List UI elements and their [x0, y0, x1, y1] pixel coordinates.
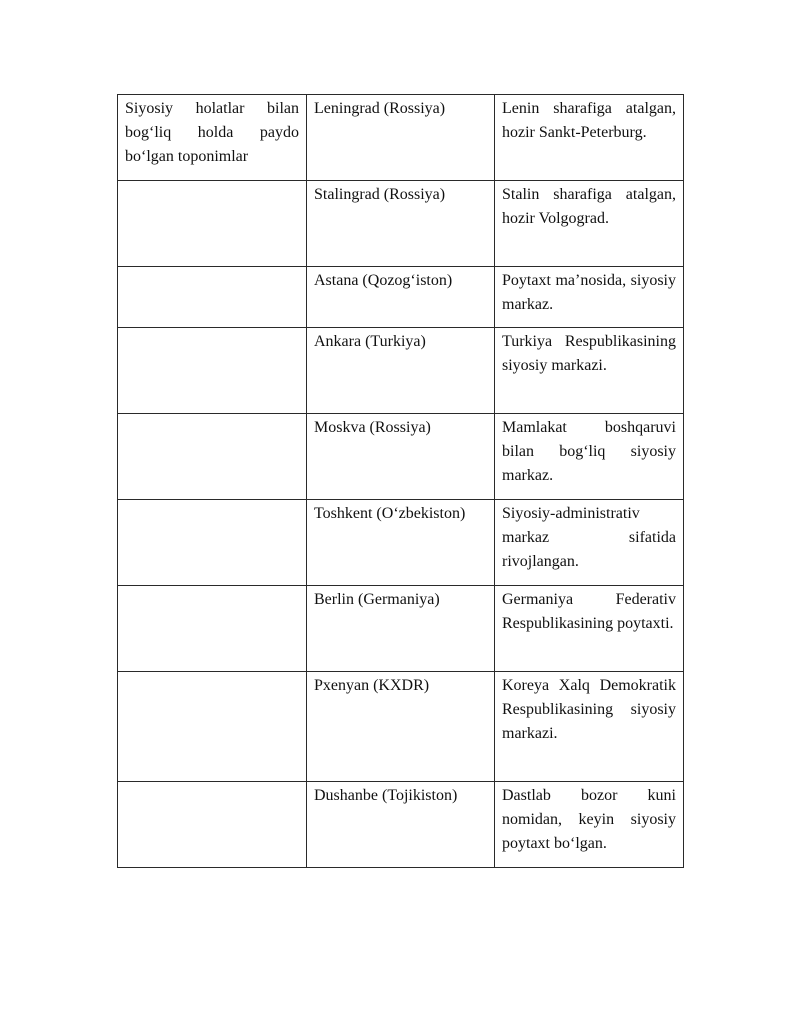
table-row	[118, 267, 684, 328]
note-cell: Germaniya Federativ Respublikasining poytaxti.	[495, 586, 684, 672]
table-row	[118, 672, 684, 782]
empty-cell	[118, 500, 307, 586]
table-row	[118, 414, 684, 500]
empty-cell	[118, 414, 307, 500]
table-row	[118, 181, 684, 267]
table-row	[118, 500, 684, 586]
table-row	[118, 328, 684, 414]
note-cell: Dastlab bozor kuni nomidan, keyin siyosiy poytaxt bo‘lgan.	[495, 782, 684, 868]
empty-cell	[118, 672, 307, 782]
note-cell: Mamlakat boshqaruvi bilan bog‘liq siyosiy markaz.	[495, 414, 684, 500]
table-row	[118, 782, 684, 868]
note-cell: Lenin sharafiga atalgan, hozir Sankt-Peterburg.	[495, 95, 684, 181]
place-cell: Dushanbe (Tojikiston)	[307, 782, 495, 868]
place-cell: Pxenyan (KXDR)	[307, 672, 495, 782]
toponym-table	[117, 94, 684, 868]
empty-cell	[118, 328, 307, 414]
empty-cell	[118, 782, 307, 868]
empty-cell	[118, 181, 307, 267]
place-cell: Ankara (Turkiya)	[307, 328, 495, 414]
empty-cell	[118, 586, 307, 672]
place-cell: Berlin (Germaniya)	[307, 586, 495, 672]
category-cell: Siyosiy holatlar bilan bog‘liq holda paydo bo‘lgan toponimlar	[118, 95, 307, 181]
place-cell: Toshkent (O‘zbekiston)	[307, 500, 495, 586]
note-cell: Turkiya Respublikasining siyosiy markazi.	[495, 328, 684, 414]
note-cell: Siyosiy-administrativ markaz sifatida rivojlangan.	[495, 500, 684, 586]
place-cell: Stalingrad (Rossiya)	[307, 181, 495, 267]
table-row	[118, 586, 684, 672]
table-row	[118, 95, 684, 181]
place-cell: Astana (Qozog‘iston)	[307, 267, 495, 328]
note-cell: Stalin sharafiga atalgan, hozir Volgograd.	[495, 181, 684, 267]
note-cell: Koreya Xalq Demokratik Respublikasining siyosiy markazi.	[495, 672, 684, 782]
place-cell: Moskva (Rossiya)	[307, 414, 495, 500]
empty-cell	[118, 267, 307, 328]
note-cell: Poytaxt ma’nosida, siyosiy markaz.	[495, 267, 684, 328]
place-cell: Leningrad (Rossiya)	[307, 95, 495, 181]
